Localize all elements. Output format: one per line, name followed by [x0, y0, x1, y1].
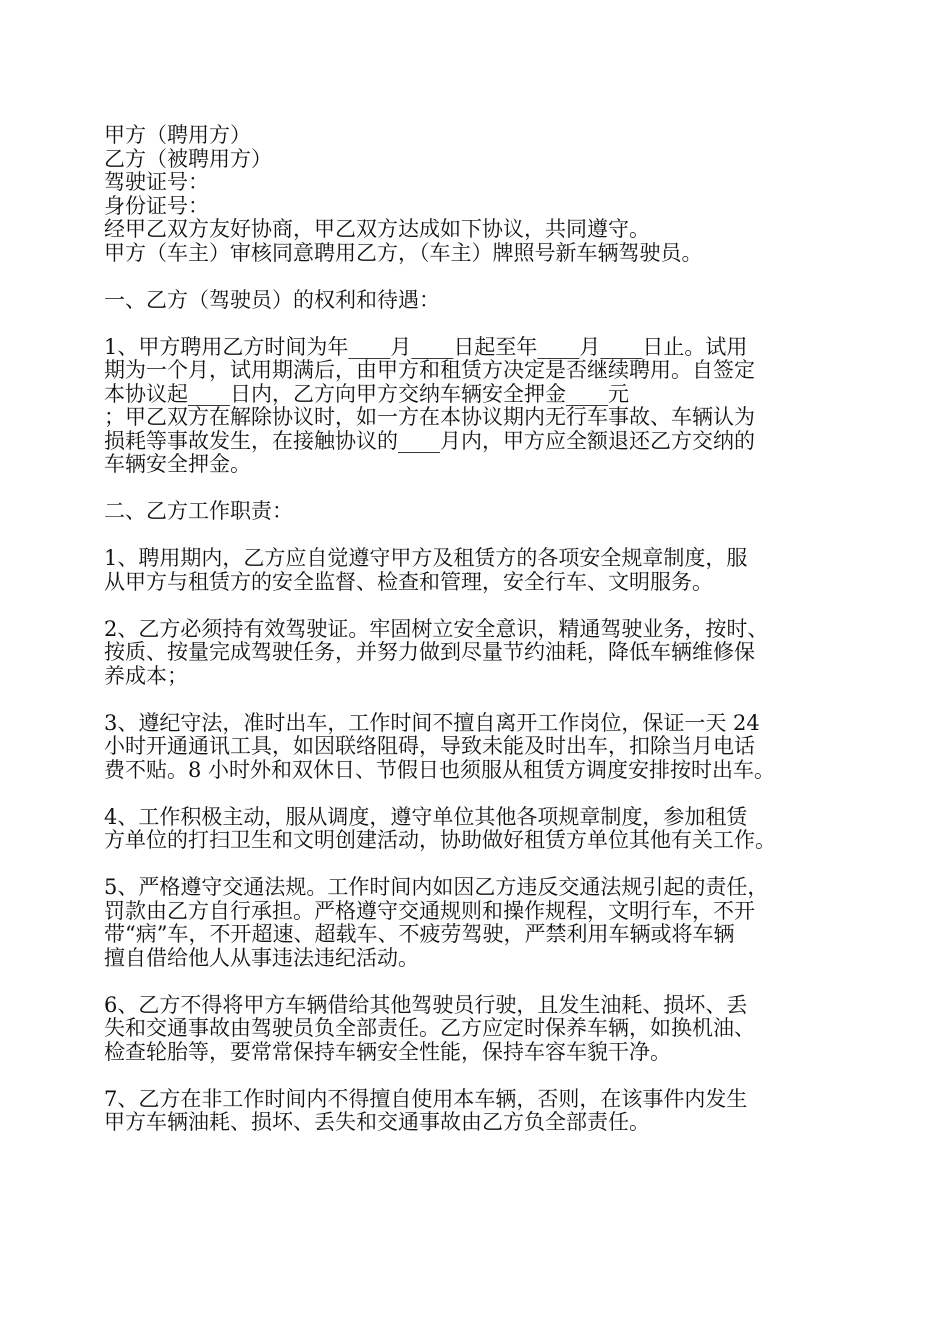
blank-line — [104, 853, 856, 877]
paragraph-line: 损耗等事故发生，在接触协议的____月内，甲方应全额退还乙方交纳的 — [104, 428, 755, 453]
section-2-item-3 — [104, 712, 856, 783]
blank-line — [104, 265, 856, 289]
hire-statement-line: 甲方（车主）审核同意聘用乙方，（车主）牌照号新车辆驾驶员。 — [104, 240, 703, 265]
paragraph-line: 3、遵纪守法，准时出车，工作时间不擅自离开工作岗位，保证一天 24 — [104, 710, 760, 735]
section-1-item-1 — [104, 336, 856, 477]
party-b-line: 乙方（被聘用方） — [104, 146, 272, 171]
paragraph-line: 7、乙方在非工作时间内不得擅自使用本车辆，否则，在该事件内发生 — [104, 1086, 748, 1111]
section-2-title: 二、乙方工作职责： — [104, 499, 293, 523]
agreement-intro-line: 经甲乙双方友好协商，甲乙双方达成如下协议，共同遵守。 — [104, 217, 650, 241]
paragraph-line: 失和交通事故由驾驶员负全部责任。乙方应定时保养车辆，如换机油、 — [104, 1016, 755, 1040]
paragraph-line: 擅自借给他人从事违法违纪活动。 — [104, 945, 419, 970]
paragraph-line: 甲方车辆油耗、损坏、丢失和交通事故由乙方负全部责任。 — [104, 1110, 650, 1134]
blank-line — [104, 688, 856, 712]
paragraph-line: 方单位的打扫卫生和文明创建活动，协助做好租赁方单位其他有关工作。 — [104, 828, 776, 852]
paragraph-line: 本协议起____日内，乙方向甲方交纳车辆安全押金____元 — [104, 381, 629, 406]
paragraph-line: 罚款由乙方自行承担。严格遵守交通规则和操作规程，文明行车，不开 — [104, 898, 755, 923]
paragraph-line: 费不贴。8 小时外和双休日、节假日也须服从租赁方调度安排按时出车。 — [104, 757, 776, 782]
paragraph-line: 检查轮胎等，要常常保持车辆安全性能，保持车容车貌干净。 — [104, 1039, 671, 1064]
paragraph-line: 按质、按量完成驾驶任务，并努力做到尽量节约油耗，降低车辆维修保 — [104, 640, 755, 664]
blank-line — [104, 312, 856, 336]
paragraph-line: 1、甲方聘用乙方时间为年____月____日起至年____月____日止。试用 — [104, 334, 748, 359]
section-2-item-4 — [104, 806, 856, 853]
paragraph-line: 6、乙方不得将甲方车辆借给其他驾驶员行驶，且发生油耗、损坏、丢 — [104, 992, 748, 1017]
blank-line — [104, 782, 856, 806]
section-2-item-5 — [104, 876, 856, 970]
blank-line — [104, 524, 856, 548]
section-2-item-7 — [104, 1088, 856, 1135]
blank-line — [104, 1064, 856, 1088]
blank-line — [104, 594, 856, 618]
paragraph-line: ；甲乙双方在解除协议时，如一方在本协议期内无行车事故、车辆认为 — [104, 405, 755, 429]
section-2-item-6 — [104, 994, 856, 1065]
section-2-item-1 — [104, 547, 856, 594]
paragraph-line: 2、乙方必须持有效驾驶证。牢固树立安全意识，精通驾驶业务，按时、 — [104, 616, 769, 641]
paragraph-line: 养成本； — [104, 663, 188, 688]
paragraph-line: 车辆安全押金。 — [104, 452, 251, 476]
section-2-item-2 — [104, 618, 856, 689]
paragraph-line: 5、严格遵守交通法规。工作时间内如因乙方违反交通法规引起的责任， — [104, 875, 769, 899]
paragraph-line: 带“病”车，不开超速、超载车、不疲劳驾驶，严禁利用车辆或将车辆 — [104, 922, 735, 946]
paragraph-line: 从甲方与租赁方的安全监督、检查和管理，安全行车、文明服务。 — [104, 569, 713, 594]
paragraph-line: 4、工作积极主动，服从调度，遵守单位其他各项规章制度，参加租赁 — [104, 804, 748, 829]
section-1-title: 一、乙方（驾驶员）的权利和待遇： — [104, 287, 440, 312]
party-a-line: 甲方（聘用方） — [104, 123, 251, 147]
paragraph-line: 期为一个月，试用期满后，由甲方和租赁方决定是否继续聘用。自签定 — [104, 358, 755, 382]
license-number-line: 驾驶证号： — [104, 170, 209, 194]
paragraph-line: 1、聘用期内，乙方应自觉遵守甲方及租赁方的各项安全规章制度，服 — [104, 546, 748, 570]
id-number-line: 身份证号： — [104, 193, 209, 218]
blank-line — [104, 477, 856, 501]
document-page — [104, 124, 856, 1135]
blank-line — [104, 970, 856, 994]
paragraph-line: 小时开通通讯工具，如因联络阻碍，导致未能及时出车，扣除当月电话 — [104, 734, 755, 758]
